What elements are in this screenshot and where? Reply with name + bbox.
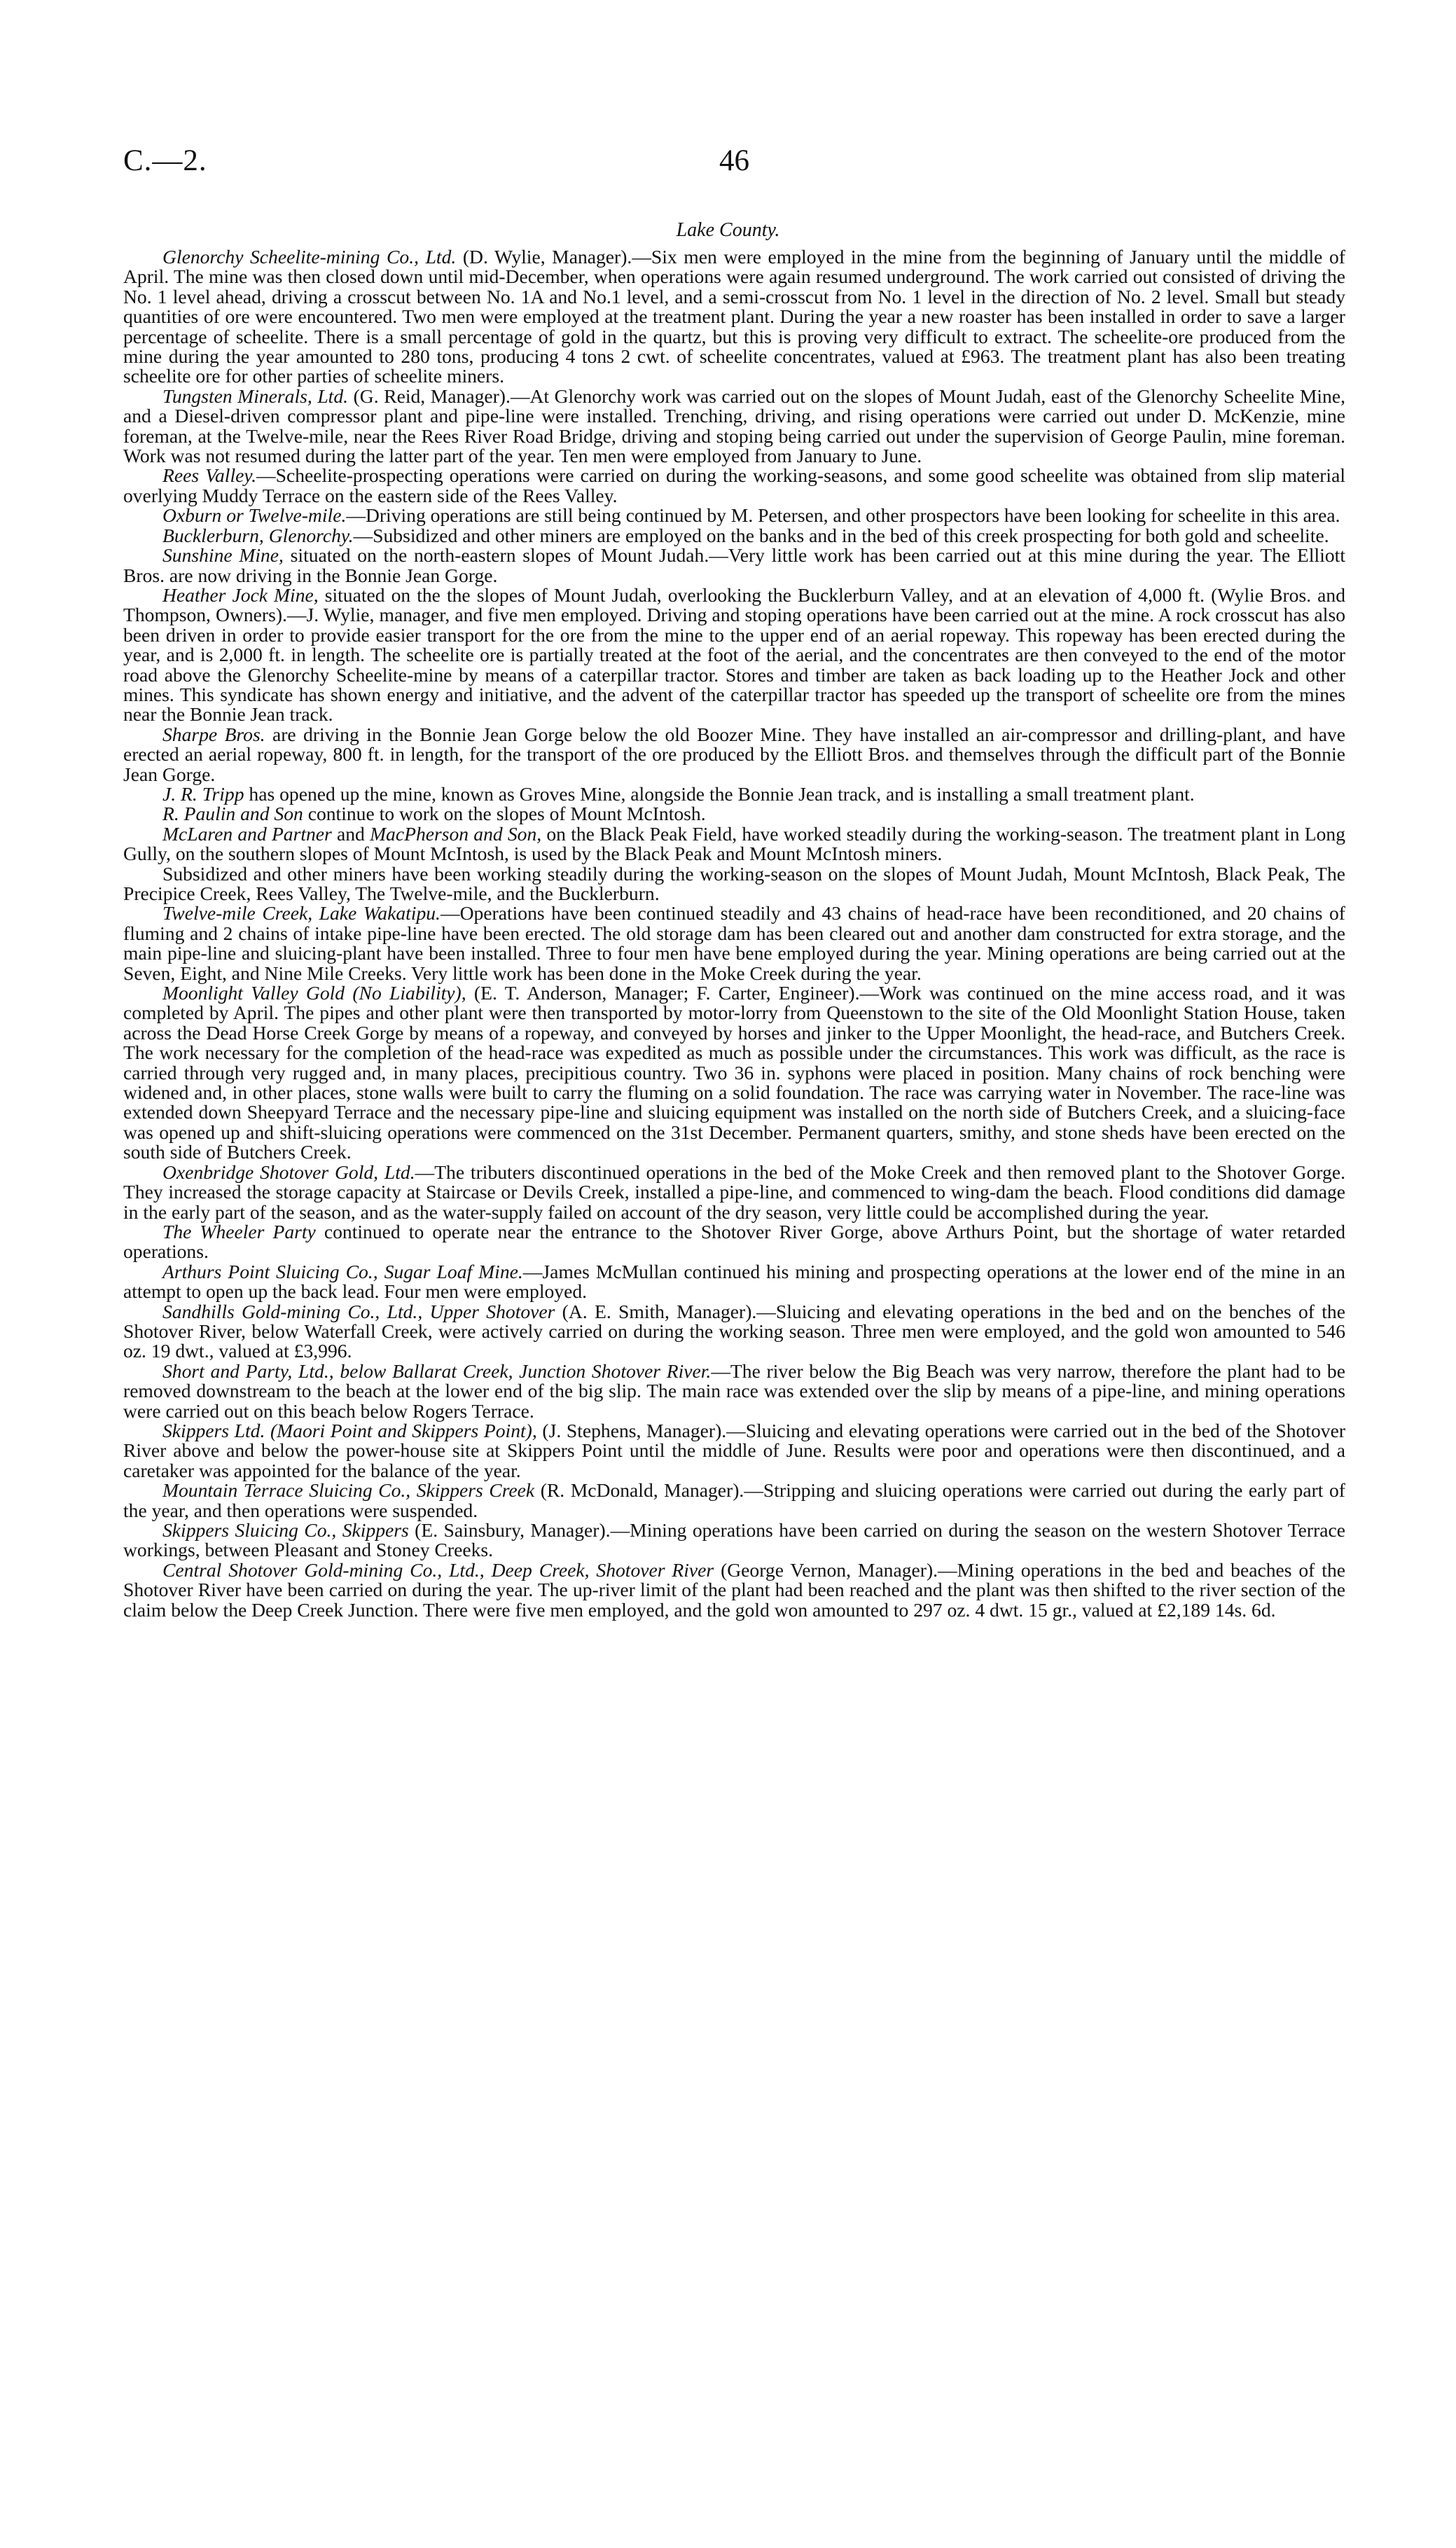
paragraph-rees-valley: [123, 466, 1345, 506]
paragraph-lead-secondary: MacPherson and Son,: [370, 822, 542, 845]
paragraph-lead: Twelve-mile Creek, Lake Wakatipu.: [162, 902, 441, 925]
paragraph-lead: J. R. Tripp: [162, 782, 244, 805]
paragraph-text: —Subsidized and other miners are employed on the banks and in the bed of this creek prospecting for both gold and scheelite.: [353, 524, 1329, 546]
paragraph-sandhills: [123, 1302, 1345, 1362]
paragraph-lead: Oxburn or Twelve-mile.: [162, 504, 347, 527]
section-title: Lake County.: [676, 219, 780, 241]
paragraph-text: are driving in the Bonnie Jean Gorge below the old Boozer Mine. They have installed an air-compressor and drilling-plant, and have erected an aerial ropeway, 800 ft. in length, for the transport of the ore produced by the Elliott Bros. and themselves through the difficult part of the Bonnie Jean Gorge.: [123, 723, 1345, 785]
paragraph-bucklerburn: [123, 526, 1345, 546]
paragraph-lead: Arthurs Point Sluicing Co., Sugar Loaf Mine.: [162, 1260, 523, 1282]
paragraph-lead: Heather Jock Mine,: [162, 583, 319, 606]
paragraph-text: (E. Sainsbury, Manager).—Mining operations have been carried on during the season on the western Shotover Terrace workings, between Pleasant and Stoney Creeks.: [123, 1519, 1346, 1561]
paragraph-lead: Central Shotover Gold-mining Co., Ltd., Deep Creek, Shotover River: [162, 1558, 714, 1581]
paragraph-lead: Glenorchy Scheelite-mining Co., Ltd.: [162, 246, 457, 268]
paragraph-text: and: [331, 822, 370, 845]
page-number: 46: [719, 144, 749, 177]
paragraph-text: (D. Wylie, Manager).—Six men were employed in the mine from the beginning of January until the middle of April. The mine was then closed down until mid-December, when operations were again resumed underground. The work carried out consisted of driving the No. 1 level ahead, driving a crosscut between No. 1A and No.1 level, and a semi-crosscut from No. 1 level in the direction of No. 2 level. Small but steady quantities of ore were encountered. Two men were employed at the treatment plant. During the year a new roaster has been installed in order to save a larger percentage of scheelite. There is a small percentage of gold in the quartz, but this is proving very difficult to extract. The scheelite-ore produced from the mine during the year amounted to 280 tons, producing 4 tons 2 cwt. of scheelite concentrates, valued at £963. The treatment plant has also been treating scheelite ore for other parties of scheelite miners.: [123, 246, 1345, 387]
paragraph-text: —Operations have been continued steadily and 43 chains of head-race have been reconditioned, and 20 chains of fluming and 2 chains of intake pipe-line have been erected. The old storage dam has been cleared out and another dam constructed for extra storage, and the main pipe-line and sluicing-plant have been installed. Three to four men have bene employed during the year. Mining operations are being carried out at the Seven, Eight, and Nine Mile Creeks. Very little work has been done in the Moke Creek during the year.: [123, 902, 1345, 984]
paragraph-paulin: [123, 804, 1345, 824]
paragraph-skippers-sluicing: [123, 1521, 1345, 1560]
paragraph-heather-jock: [123, 583, 1346, 726]
paragraph-mountain-terrace: [123, 1481, 1345, 1521]
paragraph-central-shotover: [123, 1560, 1345, 1620]
paragraph-oxenbridge: [123, 1163, 1345, 1222]
paragraph-lead: Sharpe Bros.: [162, 723, 265, 745]
paragraph-wheeler-party: [123, 1222, 1345, 1262]
paragraph-text: (R. McDonald, Manager).—Stripping and sluicing operations were carried out during the early part of the year, and then operations were suspended.: [123, 1479, 1345, 1521]
report-body: [123, 247, 1345, 1620]
paragraph-lead: Rees Valley.: [162, 464, 257, 487]
paragraph-sharpe-bros: [123, 725, 1345, 784]
paragraph-lead: R. Paulin and Son: [162, 803, 303, 825]
paragraph-moonlight-valley: [123, 983, 1345, 1163]
paragraph-lead: Mountain Terrace Sluicing Co., Skippers Creek: [162, 1479, 535, 1502]
paragraph-oxburn: [123, 506, 1345, 525]
paragraph-short-and-party: [123, 1359, 1345, 1422]
paragraph-text-secondary: on the Black Peak Field, have worked steadily during the working-season. The treatment plant in Long Gully, on the southern slopes of Mount McIntosh, is used by the Black Peak and Mount McIntosh miners.: [123, 822, 1345, 865]
paragraph-text: —Scheelite-prospecting operations were carried on during the working-seasons, and some good scheelite was obtained from slip material overlying Muddy Terrace on the eastern side of the Rees Valley.: [123, 464, 1345, 506]
paragraph-skippers-ltd: [123, 1421, 1345, 1481]
paragraph-arthurs-point: [123, 1262, 1345, 1302]
page-header: [0, 144, 1456, 186]
paragraph-lead: Sandhills Gold-mining Co., Ltd., Upper Shotover: [162, 1300, 555, 1322]
paragraph-twelve-mile-creek: [123, 903, 1345, 983]
paragraph-lead: Skippers Ltd. (Maori Point and Skippers Point),: [162, 1419, 537, 1441]
paragraph-lead: Skippers Sluicing Co., Skippers: [162, 1519, 409, 1541]
paragraph-text: (E. T. Anderson, Manager; F. Carter, Engineer).—Work was continued on the mine access road, and it was completed by April. The pipes and other plant were then transported by motor-lorry from Queenstown to the site of the Old Moonlight Station House, taken across the Dead Horse Creek Gorge by means of a ropeway, and conveyed by horses and jinker to the Upper Moonlight, the head-race, and Butchers Creek. The work necessary for the completion of the head-race was expedited as much as possible under the circumstances. This work was difficult, as the race is carried through very rugged and, in many places, precipitious country. Two 36 in. syphons were placed in position. Many chains of rock benching were widened and, in other places, stone walls were built to carry the fluming on a solid foundation. The race was carrying water in November. The race-line was extended down Sheepyard Terrace and the necessary pipe-line and sluicing equipment was installed on the north side of Butchers Creek, and a sluicing-face was opened up and shift-sluicing operations were commenced on the 31st December. Permanent quarters, smithy, and stone sheds have been erected on the south side of Butchers Creek.: [123, 982, 1346, 1163]
paragraph-glenorchy-scheelite: [123, 247, 1345, 387]
report-reference: C.—2.: [123, 144, 207, 177]
paragraph-text: —James McMullan continued his mining and prospecting operations at the lower end of the mine in an attempt to open up the back lead. Four men were employed.: [123, 1260, 1345, 1303]
paragraph-text: —Driving operations are still being continued by M. Petersen, and other prospectors have been looking for scheelite in this area.: [346, 504, 1340, 527]
paragraph-lead: Tungsten Minerals, Ltd.: [162, 385, 349, 407]
paragraph-mclaren: [123, 824, 1345, 864]
paragraph-text: (George Vernon, Manager).—Mining operations in the bed and beaches of the Shotover River have been carried on during the year. The up-river limit of the plant had been reached and the plant was then shifted to the river section of the claim below the Deep Creek Junction. There were five men employed, and the gold won amounted to 297 oz. 4 dwt. 15 gr., valued at £2,189 14s. 6d.: [123, 1558, 1345, 1621]
paragraph-lead: Oxenbridge Shotover Gold, Ltd.: [162, 1161, 415, 1183]
paragraph-text: situated on the the slopes of Mount Judah, overlooking the Bucklerburn Valley, and at an elevation of 4,000 ft. (Wylie Bros. and Thompson, Owners).—J. Wylie, manager, and five men employed. Driving and stoping operations have been carried out at the mine. A rock crosscut has also been driven in order to provide easier transport for the ore from the mine to the upper end of an aerial ropeway. This ropeway has been erected during the year, and is 2,000 ft. in length. The scheelite ore is partially treated at the foot of the aerial, and the concentrates are then conveyed to the end of the motor road above the Glenorchy Scheelite-mine by means of a caterpillar tractor. Stores and timber are taken as back loading up to the Heather Jock and other mines. This syndicate has shown energy and initiative, and the advent of the caterpillar tractor has speeded up the transport of scheelite ore from the mines near the Bonnie Jean track.: [123, 583, 1346, 726]
paragraph-text: —The tributers discontinued operations in the bed of the Moke Creek and then removed plant to the Shotover Gorge. They increased the storage capacity at Staircase or Devils Creek, installed a pipe-line, and commenced to wing-dam the beach. Flood conditions did damage in the early part of the season, and as the water-supply failed on account of the dry season, very little could be accomplished during the year.: [123, 1161, 1345, 1223]
paragraph-lead: Sunshine Mine,: [162, 544, 284, 567]
paragraph-lead: Short and Party, Ltd., below Ballarat Creek, Junction Shotover River.: [162, 1359, 712, 1382]
paragraph-text: continued to operate near the entrance to the Shotover River Gorge, above Arthurs Point, but the shortage of water retarded operations.: [123, 1220, 1345, 1263]
paragraph-lead: McLaren and Partner: [162, 822, 332, 845]
paragraph-text: (A. E. Smith, Manager).—Sluicing and elevating operations in the bed and on the benches of the Shotover River, below Waterfall Creek, were actively carried on during the working season. Three men were employed, and the gold won amounted to 546 oz. 19 dwt., valued at £3,996.: [123, 1300, 1345, 1362]
paragraph-lead: The Wheeler Party: [162, 1220, 316, 1242]
paragraph-text: (J. Stephens, Manager).—Sluicing and elevating operations were carried out in the bed of the Shotover River above and below the power-house site at Skippers Point until the middle of June. Results were poor and operations were then discontinued, and a caretaker was appointed for the balance of the year.: [123, 1419, 1346, 1481]
paragraph-lead: Moonlight Valley Gold (No Liability),: [162, 982, 466, 1004]
paragraph-tungsten-minerals: [123, 387, 1345, 466]
paragraph-text: (G. Reid, Manager).—At Glenorchy work was carried out on the slopes of Mount Judah, east of the Glenorchy Scheelite Mine, and a Diesel-driven compressor plant and pipe-line were installed. Trenching, driving, and rising operations were carried out under D. McKenzie, mine foreman, at the Twelve-mile, near the Rees River Road Bridge, driving and stoping being carried out under the supervision of George Paulin, mine foreman. Work was not resumed during the latter part of the year. Ten men were employed from January to June.: [123, 385, 1345, 467]
paragraph-lead: Bucklerburn, Glenorchy.: [162, 524, 354, 546]
paragraph-tripp: [123, 784, 1345, 804]
paragraph-text: —The river below the Big Beach was very narrow, therefore the plant had to be removed downstream to the beach at the lower end of the big slip. The main race was extended over the slip by means of a pipe-line, and mining operations were carried out on this beach below Rogers Terrace.: [123, 1359, 1345, 1422]
paragraph-text: situated on the north-eastern slopes of Mount Judah.—Very little work has been carried out at this mine during the year. The Elliott Bros. are now driving in the Bonnie Jean Gorge.: [123, 544, 1345, 586]
paragraph-text: continue to work on the slopes of Mount McIntosh.: [303, 803, 706, 825]
paragraph-sunshine-mine: [123, 546, 1345, 586]
paragraph-text: has opened up the mine, known as Groves Mine, alongside the Bonnie Jean track, and is installing a small treatment plant.: [244, 782, 1195, 805]
paragraph-text: Subsidized and other miners have been working steadily during the working-season on the slopes of Mount Judah, Mount McIntosh, Black Peak, The Precipice Creek, Rees Valley, The Twelve-mile, and the Bucklerburn.: [123, 862, 1345, 904]
paragraph-subsidized-miners: [123, 864, 1345, 904]
